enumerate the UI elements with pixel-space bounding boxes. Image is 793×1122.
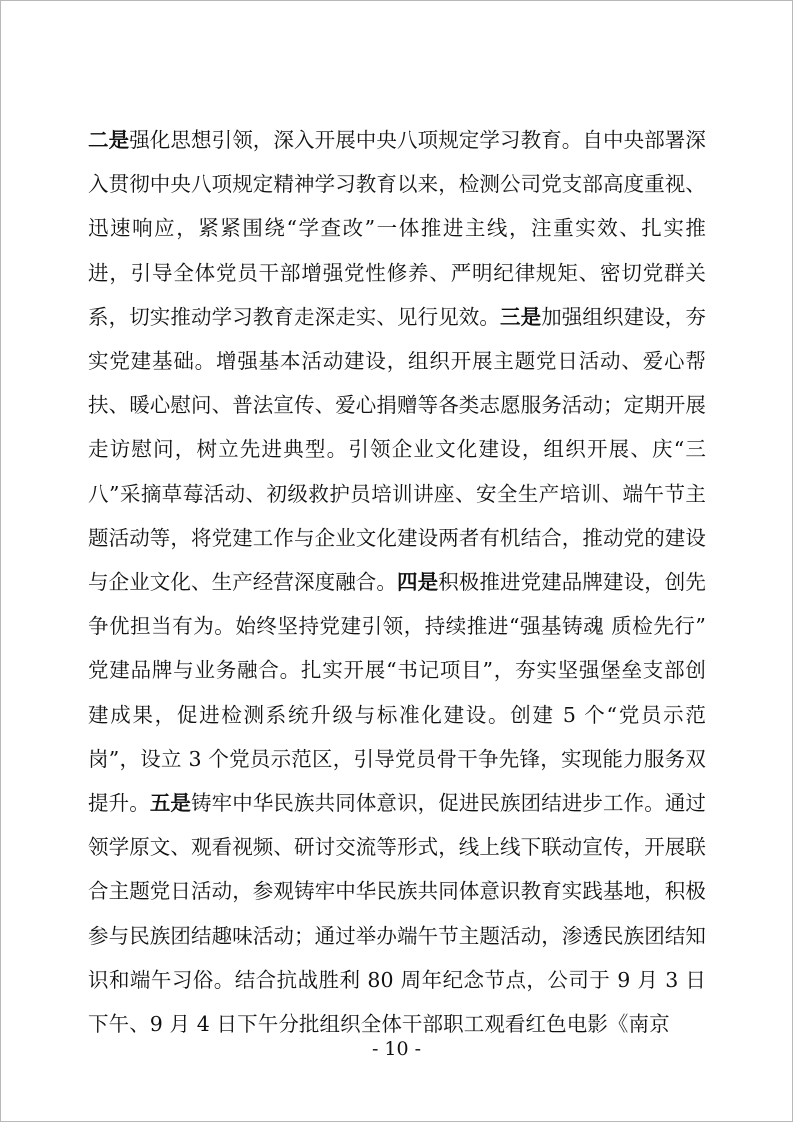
paragraph-lead-0: 二是 — [88, 128, 130, 152]
paragraph-lead-2: 三是 — [500, 304, 542, 329]
paragraph-text-1: 强化思想引领，深入开展中央八项规定学习教育。自中央部署深入贯彻中央八项规定精神学习教育以来，检测公司党支部高度重视、迅速响应，紧紧围绕“学查改”一体推进主线，注重实效、扎实推进，引导全体党员干部增强党性修养、严明纪律规矩、密切党群关系，切实推动学习教育走深走实、见行见效。 — [88, 128, 707, 329]
paragraph-text-3: 加强组织建设，夯实党建基础。增强基本活动建设，组织开展主题党日活动、爱心帮扶、暖心慰问、普法宣传、爱心捐赠等各类志愿服务活动；定期开展走访慰问，树立先进典型。引领企业文化建设，组织开展、庆“三八”采摘草莓活动、初级救护员培训讲座、安全生产培训、端午节主题活动等，将党建工作与企业文化建设两者有机结合，推动党的建设与企业文化、生产经营深度融合。 — [88, 304, 707, 595]
page-content — [88, 118, 706, 1046]
page-footer — [0, 1038, 793, 1060]
page-number: - 10 - — [371, 1038, 422, 1060]
paragraph-lead-6: 五是 — [149, 791, 192, 816]
body-paragraph — [88, 118, 706, 1046]
paragraph-text-5: 积极推进党建品牌建设，创先争优担当有为。始终坚持党建引领，持续推进“强基铸魂 质检先行”党建品牌与业务融合。扎实开展“书记项目”，夯实坚强堡垒支部创建成果，促进检测系统升级与标准化建设。创建 5 个“党员示范岗”，设立 3 个党员示范区，引导党员骨干争先锋，实现能力服务双提升。 — [88, 570, 707, 816]
paragraph-text-7: 铸牢中华民族共同体意识，促进民族团结进步工作。通过领学原文、观看视频、研讨交流等形式，线上线下联动宣传，开展联合主题党日活动，参观铸牢中华民族共同体意识教育实践基地，积极参与民族团结趣味活动；通过举办端午节主题活动，渗透民族团结知识和端午习俗。结合抗战胜利 80 周年纪念节点，公司于 9 月 3 日下午、9 月 4 日下午分批组织全体干部职工观看红色电影《南京 — [88, 791, 707, 1037]
paragraph-lead-4: 四是 — [397, 570, 439, 595]
